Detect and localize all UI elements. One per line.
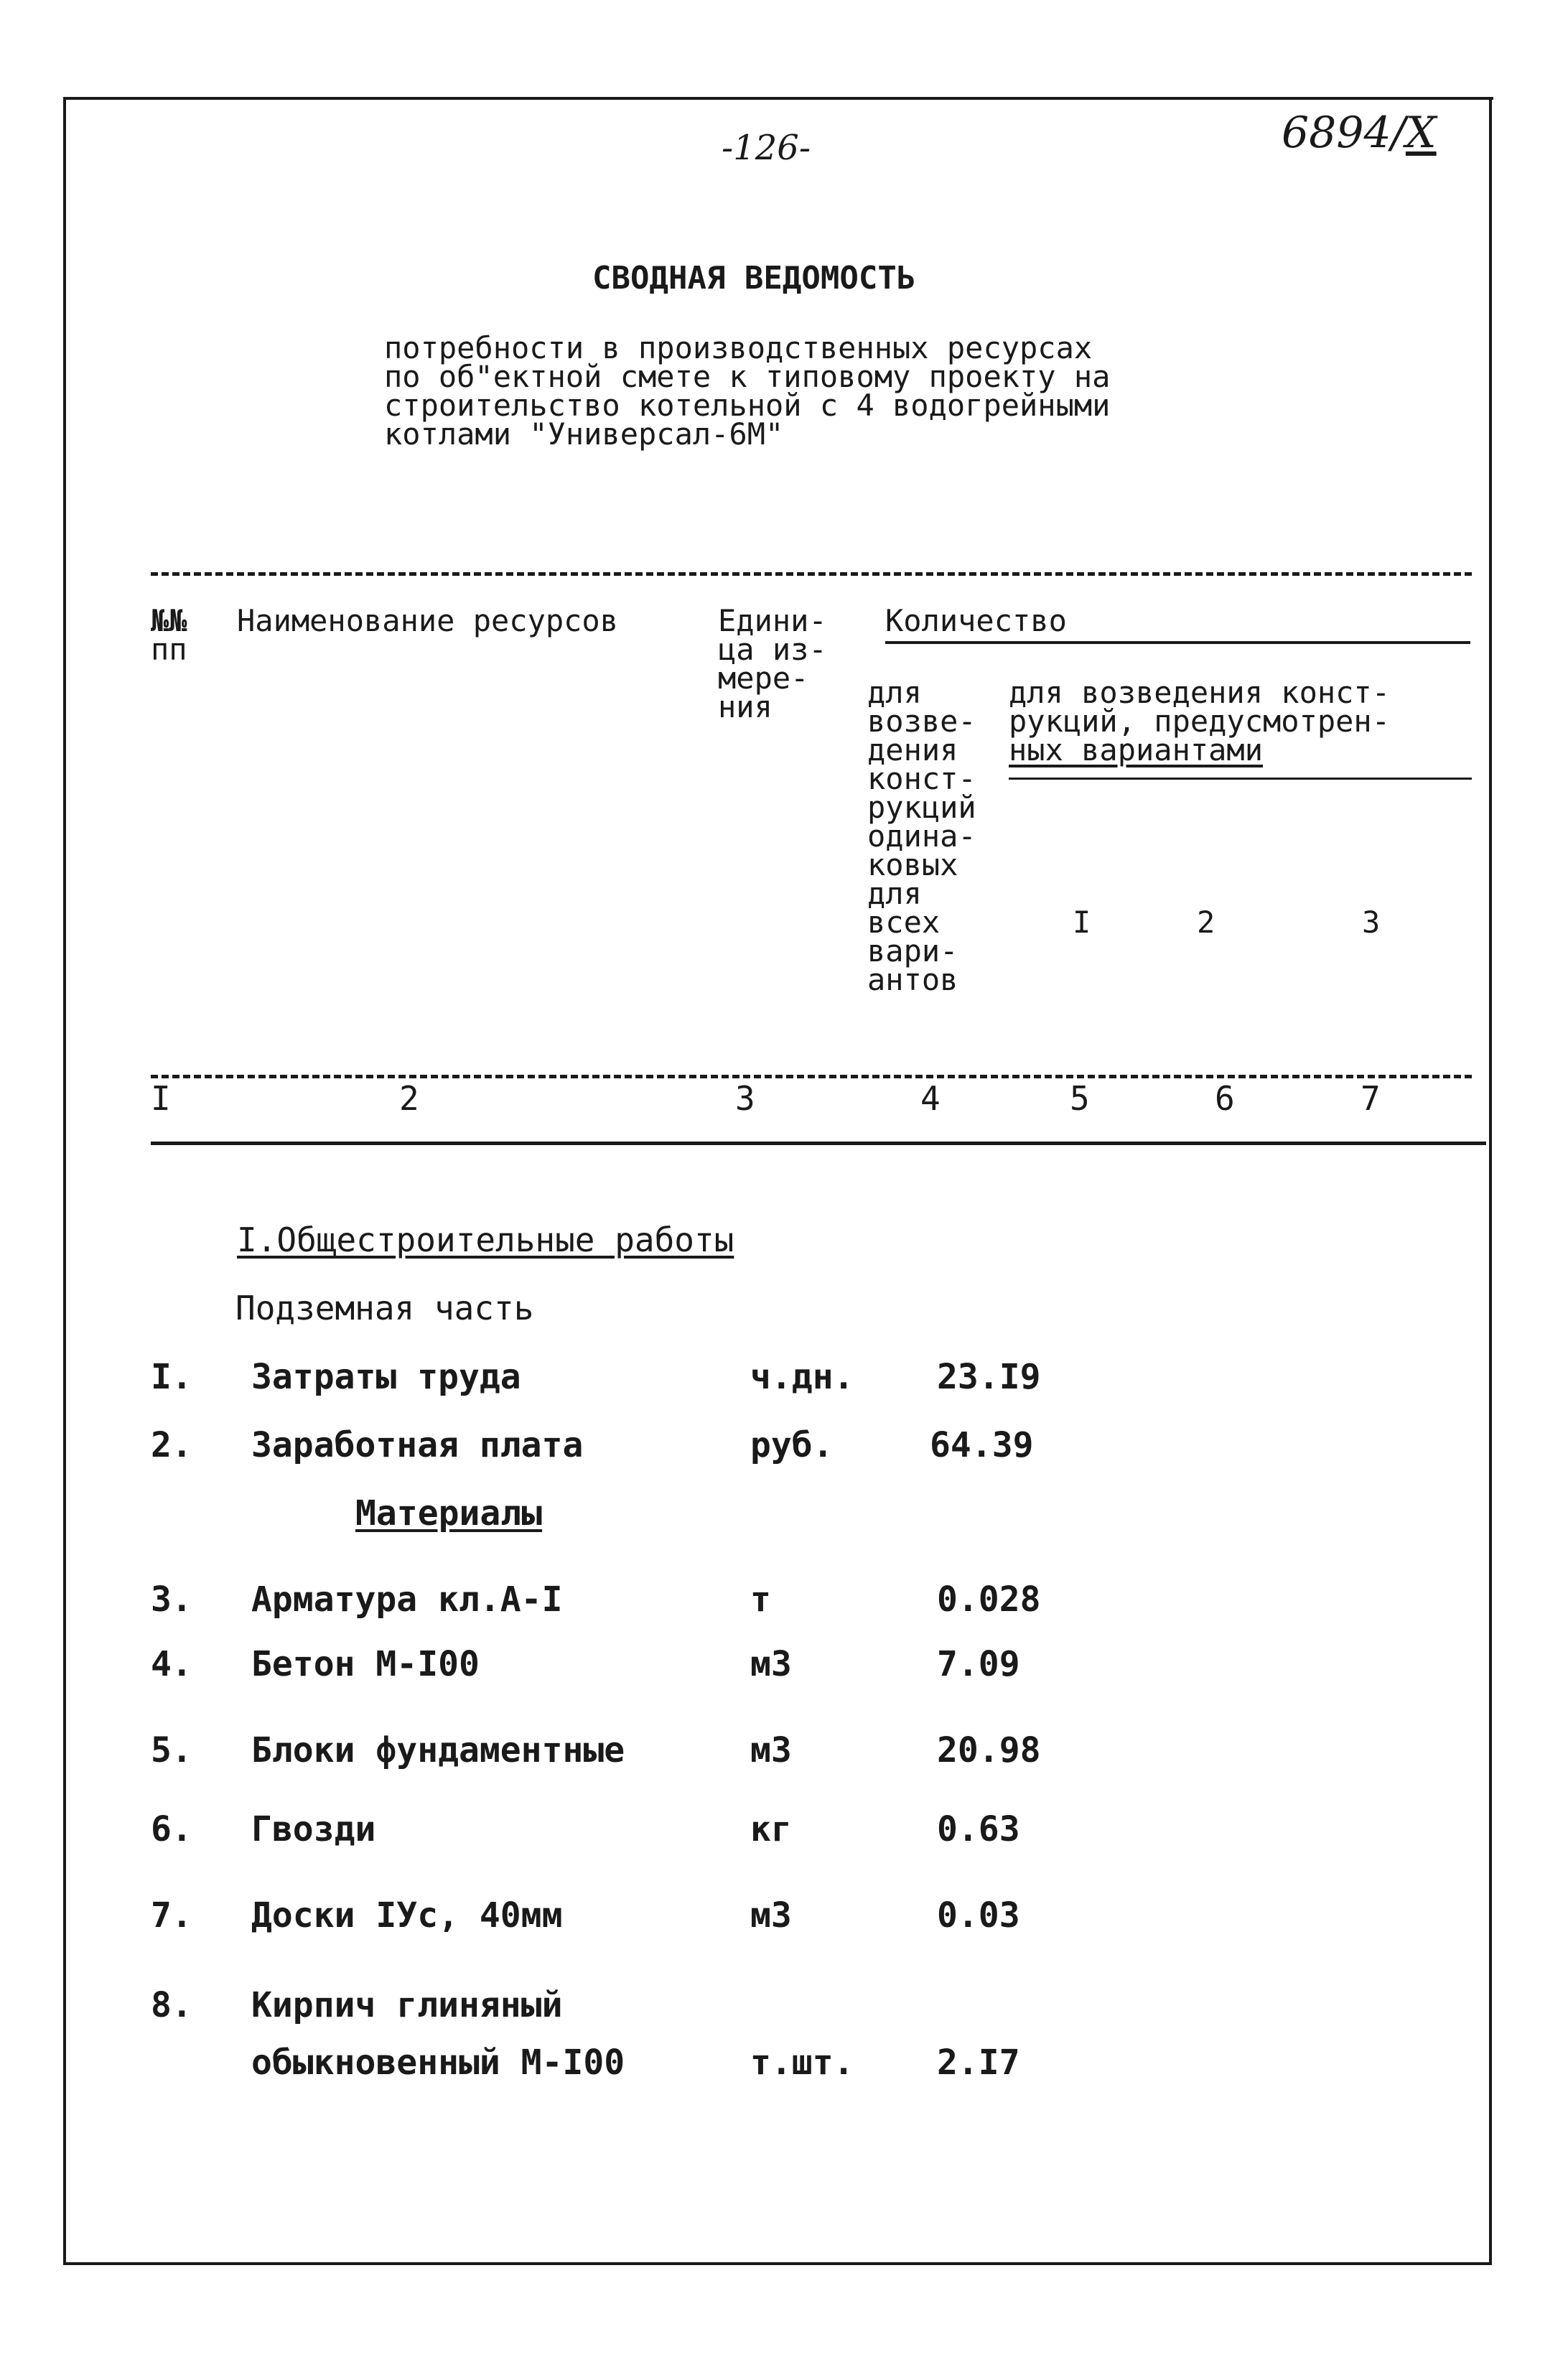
- row-6-unit: кг: [750, 1809, 792, 1849]
- row-4-name: Бетон М-I00: [251, 1644, 480, 1684]
- row-7-unit: м3: [750, 1895, 792, 1936]
- row-5-name: Блоки фундаментные: [251, 1730, 625, 1770]
- row-5-unit: м3: [750, 1730, 792, 1770]
- header-col-unit-line4: ния: [718, 689, 773, 724]
- row-6-num: 6.: [151, 1809, 192, 1849]
- header-common-line5: рукций: [867, 790, 976, 825]
- row-4-num: 4.: [151, 1644, 192, 1684]
- row-5-qty: 20.98: [937, 1730, 1041, 1770]
- page-frame-bottom: [63, 2262, 1492, 2265]
- page-number: -126-: [722, 128, 811, 168]
- page-frame-left: [63, 97, 66, 2265]
- page-frame-right: [1489, 97, 1492, 2265]
- row-1-num: I.: [151, 1357, 192, 1397]
- header-col-name: Наименование ресурсов: [237, 603, 619, 638]
- page-frame-top: [65, 97, 1493, 100]
- section-title-text: I.Общестроительные работы: [237, 1220, 734, 1259]
- column-number-5: 5: [1070, 1079, 1090, 1118]
- column-number-3: 3: [735, 1079, 755, 1118]
- row-3-name: Арматура кл.А-I: [251, 1579, 563, 1620]
- page-title: СВОДНАЯ ВЕДОМОСТЬ: [592, 260, 916, 297]
- doc-code-number: 6894: [1282, 108, 1391, 158]
- row-1-unit: ч.дн.: [750, 1357, 854, 1397]
- header-common-line9: всех: [867, 905, 941, 940]
- row-3-num: 3.: [151, 1579, 192, 1620]
- row-2-qty: 64.39: [930, 1425, 1034, 1465]
- column-number-6: 6: [1215, 1079, 1235, 1118]
- column-number-7: 7: [1361, 1079, 1381, 1118]
- header-col-unit-line3: мере-: [718, 661, 809, 696]
- header-common-line4: конст-: [867, 761, 976, 796]
- row-5-num: 5.: [151, 1730, 192, 1770]
- header-bottom-dashed-rule: [151, 1075, 1472, 1078]
- row-6-name: Гвозди: [251, 1809, 376, 1849]
- header-common-line11: антов: [867, 962, 958, 997]
- subsection-title: Подземная часть: [235, 1289, 534, 1327]
- header-top-dashed-rule: [151, 572, 1472, 576]
- header-col-unit-line2: ца из-: [718, 632, 827, 667]
- header-variant-3: 3: [1362, 905, 1381, 940]
- header-common-line3: дения: [867, 732, 958, 767]
- row-4-qty: 7.09: [937, 1644, 1020, 1684]
- column-number-4: 4: [920, 1079, 941, 1118]
- row-7-num: 7.: [151, 1895, 192, 1936]
- row-8-name-line2: обыкновенный М-I00: [251, 2043, 625, 2083]
- header-variants-underline: [1009, 778, 1472, 780]
- header-variant-1: I: [1073, 905, 1091, 940]
- doc-code-suffix: X: [1405, 108, 1437, 158]
- subtitle-line-2: по об"ектной смете к типовому проекту на: [384, 359, 1111, 394]
- row-8-qty: 2.I7: [937, 2043, 1020, 2083]
- subtitle-line-4: котлами "Универсал-6М": [384, 416, 784, 452]
- header-col-no-line1: №№: [151, 603, 187, 638]
- row-4-unit: м3: [750, 1644, 792, 1684]
- section-title: [237, 1220, 734, 1259]
- row-7-name: Доски IУс, 40мм: [251, 1895, 563, 1936]
- header-col-no-line2: пп: [151, 632, 187, 667]
- row-8-name-line1: Кирпич глиняный: [251, 1985, 563, 2025]
- doc-code: 6894/X: [1282, 108, 1437, 158]
- subtitle-line-3: строительство котельной с 4 водогрейными: [384, 388, 1111, 423]
- row-2-num: 2.: [151, 1425, 192, 1465]
- header-variants-line3: ных вариантами: [1009, 732, 1264, 767]
- row-1-name: Затраты труда: [251, 1357, 521, 1397]
- row-6-qty: 0.63: [937, 1809, 1020, 1849]
- header-common-line2: возве-: [867, 704, 976, 739]
- row-1-qty: 23.I9: [937, 1357, 1041, 1397]
- column-number-2: 2: [399, 1079, 419, 1118]
- header-variants-line2: рукций, предусмотрен-: [1009, 704, 1391, 739]
- header-bottom-solid-rule: [151, 1142, 1486, 1145]
- header-col-qty: Количество: [885, 603, 1067, 638]
- row-2-name: Заработная плата: [251, 1425, 584, 1465]
- row-2-unit: руб.: [750, 1425, 834, 1465]
- header-variants-line1: для возведения конст-: [1009, 675, 1391, 710]
- materials-heading: Материалы: [355, 1493, 543, 1534]
- header-col-unit-line1: Едини-: [718, 603, 827, 638]
- column-number-1: I: [151, 1079, 171, 1118]
- header-qty-underline: [885, 641, 1470, 644]
- header-common-line1: для: [867, 675, 922, 710]
- subtitle-line-1: потребности в производственных ресурсах: [384, 330, 1093, 365]
- header-common-line10: вари-: [867, 933, 958, 969]
- header-common-line6: одина-: [867, 818, 976, 854]
- row-7-qty: 0.03: [937, 1895, 1020, 1936]
- row-3-qty: 0.028: [937, 1579, 1041, 1620]
- header-common-line8: для: [867, 876, 922, 911]
- row-3-unit: т: [750, 1579, 771, 1620]
- header-common-line7: ковых: [867, 847, 958, 882]
- row-8-num: 8.: [151, 1985, 192, 2025]
- row-8-unit: т.шт.: [750, 2043, 854, 2083]
- header-variant-2: 2: [1197, 905, 1215, 940]
